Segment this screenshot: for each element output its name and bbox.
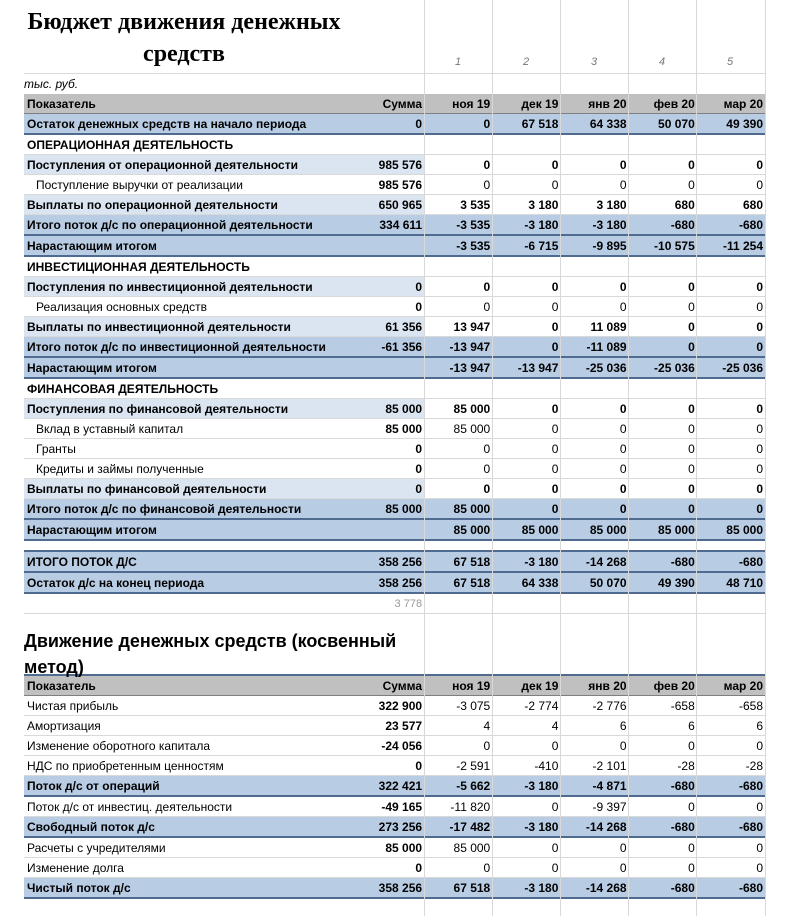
month-cell: 64 338 — [493, 572, 561, 593]
header-cell: ноя 19 — [425, 675, 493, 696]
check-row — [24, 593, 766, 614]
month-cell: -13 947 — [425, 337, 493, 358]
row-label: Чистая прибыль — [24, 696, 336, 716]
table-row — [24, 696, 766, 716]
month-cell: -658 — [630, 696, 698, 716]
month-cell: 0 — [630, 796, 698, 817]
row-label: Изменение долга — [24, 858, 336, 878]
month-cell: -25 036 — [698, 357, 766, 378]
month-cell: -680 — [630, 817, 698, 838]
month-cell: -410 — [493, 756, 561, 776]
table-row — [24, 551, 766, 572]
sum-cell: 0 — [336, 114, 425, 135]
sum-cell: 85 000 — [336, 837, 425, 858]
row-label: ОПЕРАЦИОННАЯ ДЕЯТЕЛЬНОСТЬ — [24, 134, 336, 155]
month-cell: -6 715 — [493, 235, 561, 256]
month-cell: 0 — [493, 297, 561, 317]
header-cell: Показатель — [24, 675, 336, 696]
month-cell: -680 — [698, 817, 766, 838]
month-cell: 0 — [630, 837, 698, 858]
table-row — [24, 878, 766, 899]
header-cell: Сумма — [336, 675, 425, 696]
month-cell: 0 — [698, 459, 766, 479]
month-number: 1 — [454, 56, 462, 68]
month-cell: -14 268 — [561, 878, 629, 899]
row-label: Амортизация — [24, 716, 336, 736]
indirect-title: Движение денежных средств (косвенный метод) — [24, 631, 397, 677]
month-cell: 4 — [425, 716, 493, 736]
table-row — [24, 297, 766, 317]
spacer-row — [24, 540, 766, 551]
month-cell: 6 — [561, 716, 629, 736]
month-number: 3 — [590, 56, 598, 68]
month-cell: 3 180 — [561, 195, 629, 215]
month-cell: 0 — [698, 736, 766, 756]
table-row — [24, 378, 766, 399]
check-value: 3 778 — [336, 593, 425, 614]
sum-cell: 322 900 — [336, 696, 425, 716]
month-cell: -5 662 — [425, 776, 493, 797]
month-cell: 0 — [425, 439, 493, 459]
table-row — [24, 716, 766, 736]
month-cell: -3 180 — [561, 215, 629, 236]
month-cell: 49 390 — [698, 114, 766, 135]
row-label: Выплаты по инвестиционной деятельности — [24, 317, 336, 337]
month-cell: -13 947 — [493, 357, 561, 378]
month-cell: 0 — [630, 337, 698, 358]
month-cell: 0 — [425, 858, 493, 878]
row-label: Выплаты по операционной деятельности — [24, 195, 336, 215]
header-cell: ноя 19 — [425, 94, 493, 114]
table-row — [24, 357, 766, 378]
sum-cell: 0 — [336, 277, 425, 297]
month-number: 4 — [658, 56, 666, 68]
month-cell: -3 180 — [493, 817, 561, 838]
month-cell: 0 — [425, 277, 493, 297]
sum-cell: 0 — [336, 479, 425, 499]
month-cell — [493, 378, 561, 399]
month-cell: -25 036 — [630, 357, 698, 378]
month-cell: -680 — [630, 215, 698, 236]
row-label: Вклад в уставный капитал — [24, 419, 336, 439]
header-cell: дек 19 — [493, 675, 561, 696]
table-row — [24, 235, 766, 256]
month-cell: 0 — [493, 337, 561, 358]
month-cell: 67 518 — [425, 551, 493, 572]
sum-cell — [336, 256, 425, 277]
month-cell — [561, 378, 629, 399]
month-cell: -3 180 — [493, 551, 561, 572]
month-cell: 85 000 — [425, 499, 493, 520]
month-cell: 0 — [561, 155, 629, 175]
month-cell — [698, 256, 766, 277]
month-cell: 0 — [561, 399, 629, 419]
row-label: Гранты — [24, 439, 336, 459]
month-cell: 0 — [630, 479, 698, 499]
month-cell: 0 — [561, 858, 629, 878]
month-cell — [698, 378, 766, 399]
header-cell: мар 20 — [698, 94, 766, 114]
month-cell: -680 — [698, 215, 766, 236]
month-cell — [493, 256, 561, 277]
table-row — [24, 837, 766, 858]
month-cell: 0 — [493, 736, 561, 756]
month-cell: 0 — [561, 297, 629, 317]
header-cell: Показатель — [24, 94, 336, 114]
month-cell: -2 776 — [561, 696, 629, 716]
month-cell — [561, 134, 629, 155]
spreadsheet — [24, 0, 766, 899]
month-cell: 0 — [561, 499, 629, 520]
month-cell: 0 — [493, 155, 561, 175]
month-cell: 0 — [561, 837, 629, 858]
sum-cell: 0 — [336, 297, 425, 317]
table-row — [24, 756, 766, 776]
month-cell: -13 947 — [425, 357, 493, 378]
table-row — [24, 195, 766, 215]
month-cell: 85 000 — [425, 419, 493, 439]
table-row — [24, 277, 766, 297]
row-label: НДС по приобретенным ценностям — [24, 756, 336, 776]
table-row — [24, 134, 766, 155]
month-cell: 0 — [630, 419, 698, 439]
month-cell: 85 000 — [425, 837, 493, 858]
month-cell: 0 — [630, 499, 698, 520]
month-cell: 6 — [698, 716, 766, 736]
month-cell: 50 070 — [561, 572, 629, 593]
indirect-title-block — [24, 614, 766, 677]
row-label: Свободный поток д/с — [24, 817, 336, 838]
month-cell: -680 — [630, 878, 698, 899]
sum-cell: 322 421 — [336, 776, 425, 797]
table-row — [24, 317, 766, 337]
indirect-table — [24, 674, 766, 899]
month-cell: -10 575 — [630, 235, 698, 256]
month-cell: 0 — [630, 297, 698, 317]
month-cell: 0 — [561, 479, 629, 499]
month-cell: -11 254 — [698, 235, 766, 256]
sum-cell: -61 356 — [336, 337, 425, 358]
month-cell: -3 075 — [425, 696, 493, 716]
sum-cell: -24 056 — [336, 736, 425, 756]
month-cell: 0 — [698, 858, 766, 878]
month-cell: -680 — [698, 878, 766, 899]
month-cell: 85 000 — [698, 519, 766, 540]
month-cell: 0 — [698, 419, 766, 439]
month-cell: -17 482 — [425, 817, 493, 838]
month-cell: 0 — [630, 459, 698, 479]
month-cell: 0 — [630, 439, 698, 459]
table-row — [24, 519, 766, 540]
month-cell — [630, 256, 698, 277]
table-row — [24, 736, 766, 756]
table-row — [24, 256, 766, 277]
month-cell: 0 — [698, 796, 766, 817]
row-label: Поток д/с от инвестиц. деятельности — [24, 796, 336, 817]
month-cell: 48 710 — [698, 572, 766, 593]
row-label: Выплаты по финансовой деятельности — [24, 479, 336, 499]
month-cell: -2 591 — [425, 756, 493, 776]
month-cell: 0 — [561, 736, 629, 756]
sum-cell: 650 965 — [336, 195, 425, 215]
month-cell: 0 — [493, 479, 561, 499]
month-cell: 11 089 — [561, 317, 629, 337]
sum-cell: 23 577 — [336, 716, 425, 736]
month-cell: -658 — [698, 696, 766, 716]
month-cell: -14 268 — [561, 817, 629, 838]
month-cell: -9 895 — [561, 235, 629, 256]
month-cell: 0 — [630, 277, 698, 297]
header-cell: Сумма — [336, 94, 425, 114]
sum-cell: 985 576 — [336, 155, 425, 175]
month-cell: 0 — [698, 297, 766, 317]
month-cell: 0 — [493, 175, 561, 195]
month-cell: 0 — [698, 399, 766, 419]
month-cell: 4 — [493, 716, 561, 736]
row-label: Поступления от операционной деятельности — [24, 155, 336, 175]
table-row — [24, 499, 766, 520]
month-number: 2 — [522, 56, 530, 68]
month-cell: 0 — [630, 317, 698, 337]
row-label: ИНВЕСТИЦИОННАЯ ДЕЯТЕЛЬНОСТЬ — [24, 256, 336, 277]
month-cell — [561, 256, 629, 277]
month-cell: 0 — [698, 317, 766, 337]
month-cell — [425, 134, 493, 155]
row-label: Нарастающим итогом — [24, 519, 336, 540]
sum-cell — [336, 134, 425, 155]
month-cell: 680 — [698, 195, 766, 215]
sum-cell: 0 — [336, 439, 425, 459]
budget-table — [24, 94, 766, 614]
row-label: Нарастающим итогом — [24, 357, 336, 378]
month-cell: 67 518 — [425, 572, 493, 593]
month-cell: 0 — [493, 837, 561, 858]
table-row — [24, 175, 766, 195]
header-cell: дек 19 — [493, 94, 561, 114]
sum-cell: 273 256 — [336, 817, 425, 838]
month-cell: 85 000 — [561, 519, 629, 540]
month-cell: 0 — [493, 317, 561, 337]
month-cell: -3 180 — [493, 776, 561, 797]
table-row — [24, 419, 766, 439]
month-cell: 0 — [425, 479, 493, 499]
unit-label: тыс. руб. — [24, 73, 766, 94]
month-cell: 13 947 — [425, 317, 493, 337]
month-cell: 0 — [561, 459, 629, 479]
month-cell: -2 774 — [493, 696, 561, 716]
month-cell: 0 — [425, 114, 493, 135]
month-cell: 0 — [425, 736, 493, 756]
table-row — [24, 439, 766, 459]
row-label: Расчеты с учредителями — [24, 837, 336, 858]
month-cell: 0 — [561, 277, 629, 297]
month-cell: 0 — [425, 297, 493, 317]
month-cell: 0 — [493, 499, 561, 520]
sum-cell: 0 — [336, 756, 425, 776]
month-numbers — [24, 56, 766, 72]
sum-cell — [336, 357, 425, 378]
month-cell — [630, 134, 698, 155]
row-label: Остаток денежных средств на начало периода — [24, 114, 336, 135]
month-cell: 6 — [630, 716, 698, 736]
row-label: Изменение оборотного капитала — [24, 736, 336, 756]
month-cell: 0 — [630, 155, 698, 175]
month-cell: 0 — [561, 419, 629, 439]
month-cell: 0 — [698, 277, 766, 297]
month-cell: 0 — [493, 439, 561, 459]
table-row — [24, 479, 766, 499]
table-row — [24, 459, 766, 479]
budget-title: Бюджет движения денежных средств — [27, 9, 341, 67]
month-cell: -9 397 — [561, 796, 629, 817]
table-row — [24, 858, 766, 878]
sum-cell: 985 576 — [336, 175, 425, 195]
sum-cell: 85 000 — [336, 419, 425, 439]
month-cell: 0 — [493, 399, 561, 419]
sum-cell — [336, 378, 425, 399]
month-cell: 0 — [698, 337, 766, 358]
sum-cell: 0 — [336, 858, 425, 878]
month-cell: -680 — [630, 551, 698, 572]
month-cell: 64 338 — [561, 114, 629, 135]
month-cell: 3 180 — [493, 195, 561, 215]
row-label: Реализация основных средств — [24, 297, 336, 317]
month-cell: 0 — [630, 736, 698, 756]
table-row — [24, 114, 766, 135]
sum-cell: 334 611 — [336, 215, 425, 236]
month-cell: -3 180 — [493, 878, 561, 899]
table-row — [24, 796, 766, 817]
sum-cell: 358 256 — [336, 878, 425, 899]
month-cell: 0 — [425, 175, 493, 195]
month-number: 5 — [726, 56, 734, 68]
sum-cell — [336, 235, 425, 256]
month-cell: 0 — [493, 419, 561, 439]
month-cell: 0 — [698, 837, 766, 858]
month-cell: 0 — [630, 399, 698, 419]
month-cell: 85 000 — [630, 519, 698, 540]
sum-cell: 61 356 — [336, 317, 425, 337]
month-cell — [425, 256, 493, 277]
month-cell: 0 — [698, 499, 766, 520]
table-row — [24, 337, 766, 358]
month-cell: -28 — [630, 756, 698, 776]
month-cell: 85 000 — [425, 519, 493, 540]
month-cell: 0 — [698, 479, 766, 499]
month-cell: 49 390 — [630, 572, 698, 593]
month-cell: -2 101 — [561, 756, 629, 776]
table-row — [24, 399, 766, 419]
sum-cell — [336, 519, 425, 540]
month-cell: -3 535 — [425, 235, 493, 256]
table-row — [24, 817, 766, 838]
month-cell — [425, 378, 493, 399]
month-cell: 0 — [698, 155, 766, 175]
month-cell: 85 000 — [425, 399, 493, 419]
row-label: Остаток д/с на конец периода — [24, 572, 336, 593]
sum-cell: 85 000 — [336, 399, 425, 419]
month-cell: 50 070 — [630, 114, 698, 135]
month-cell — [698, 134, 766, 155]
month-cell: 0 — [493, 459, 561, 479]
month-cell: 680 — [630, 195, 698, 215]
row-label: Поступления по финансовой деятельности — [24, 399, 336, 419]
month-cell: 0 — [425, 459, 493, 479]
row-label: Поступления по инвестиционной деятельности — [24, 277, 336, 297]
month-cell: -4 871 — [561, 776, 629, 797]
month-cell: 67 518 — [493, 114, 561, 135]
month-cell: 0 — [493, 277, 561, 297]
row-label: Итого поток д/с по операционной деятельности — [24, 215, 336, 236]
month-cell: -3 535 — [425, 215, 493, 236]
row-label: Итого поток д/с по финансовой деятельности — [24, 499, 336, 520]
sum-cell: -49 165 — [336, 796, 425, 817]
month-cell: 0 — [425, 155, 493, 175]
table-row — [24, 572, 766, 593]
month-cell: 0 — [698, 175, 766, 195]
month-cell: 0 — [698, 439, 766, 459]
month-cell — [493, 134, 561, 155]
budget-header-row — [24, 94, 766, 114]
sum-cell: 0 — [336, 459, 425, 479]
sum-cell: 85 000 — [336, 499, 425, 520]
month-cell: -3 180 — [493, 215, 561, 236]
row-label: Поток д/с от операций — [24, 776, 336, 797]
month-cell: 0 — [493, 858, 561, 878]
table-row — [24, 155, 766, 175]
row-label: Нарастающим итогом — [24, 235, 336, 256]
month-cell: -680 — [698, 776, 766, 797]
header-cell: мар 20 — [698, 675, 766, 696]
month-cell: -25 036 — [561, 357, 629, 378]
month-cell — [630, 378, 698, 399]
month-cell: 3 535 — [425, 195, 493, 215]
month-cell: 0 — [561, 439, 629, 459]
month-cell: 0 — [630, 175, 698, 195]
header-cell: янв 20 — [561, 94, 629, 114]
month-cell: 67 518 — [425, 878, 493, 899]
header-cell: фев 20 — [630, 675, 698, 696]
row-label: ИТОГО ПОТОК Д/С — [24, 551, 336, 572]
month-cell: -14 268 — [561, 551, 629, 572]
month-cell: 0 — [561, 175, 629, 195]
row-label: Кредиты и займы полученные — [24, 459, 336, 479]
month-cell: -28 — [698, 756, 766, 776]
month-cell: 85 000 — [493, 519, 561, 540]
sum-cell: 358 256 — [336, 551, 425, 572]
month-cell: -680 — [698, 551, 766, 572]
month-cell: -11 089 — [561, 337, 629, 358]
table-row — [24, 776, 766, 797]
month-cell: 0 — [493, 796, 561, 817]
month-cell: -680 — [630, 776, 698, 797]
row-label: Поступление выручки от реализации — [24, 175, 336, 195]
header-cell: фев 20 — [630, 94, 698, 114]
sum-cell: 358 256 — [336, 572, 425, 593]
row-label: Чистый поток д/с — [24, 878, 336, 899]
row-label: Итого поток д/с по инвестиционной деятельности — [24, 337, 336, 358]
header-cell: янв 20 — [561, 675, 629, 696]
row-label: ФИНАНСОВАЯ ДЕЯТЕЛЬНОСТЬ — [24, 378, 336, 399]
table-row — [24, 215, 766, 236]
budget-title-block — [24, 0, 766, 73]
month-cell: 0 — [630, 858, 698, 878]
month-cell: -11 820 — [425, 796, 493, 817]
